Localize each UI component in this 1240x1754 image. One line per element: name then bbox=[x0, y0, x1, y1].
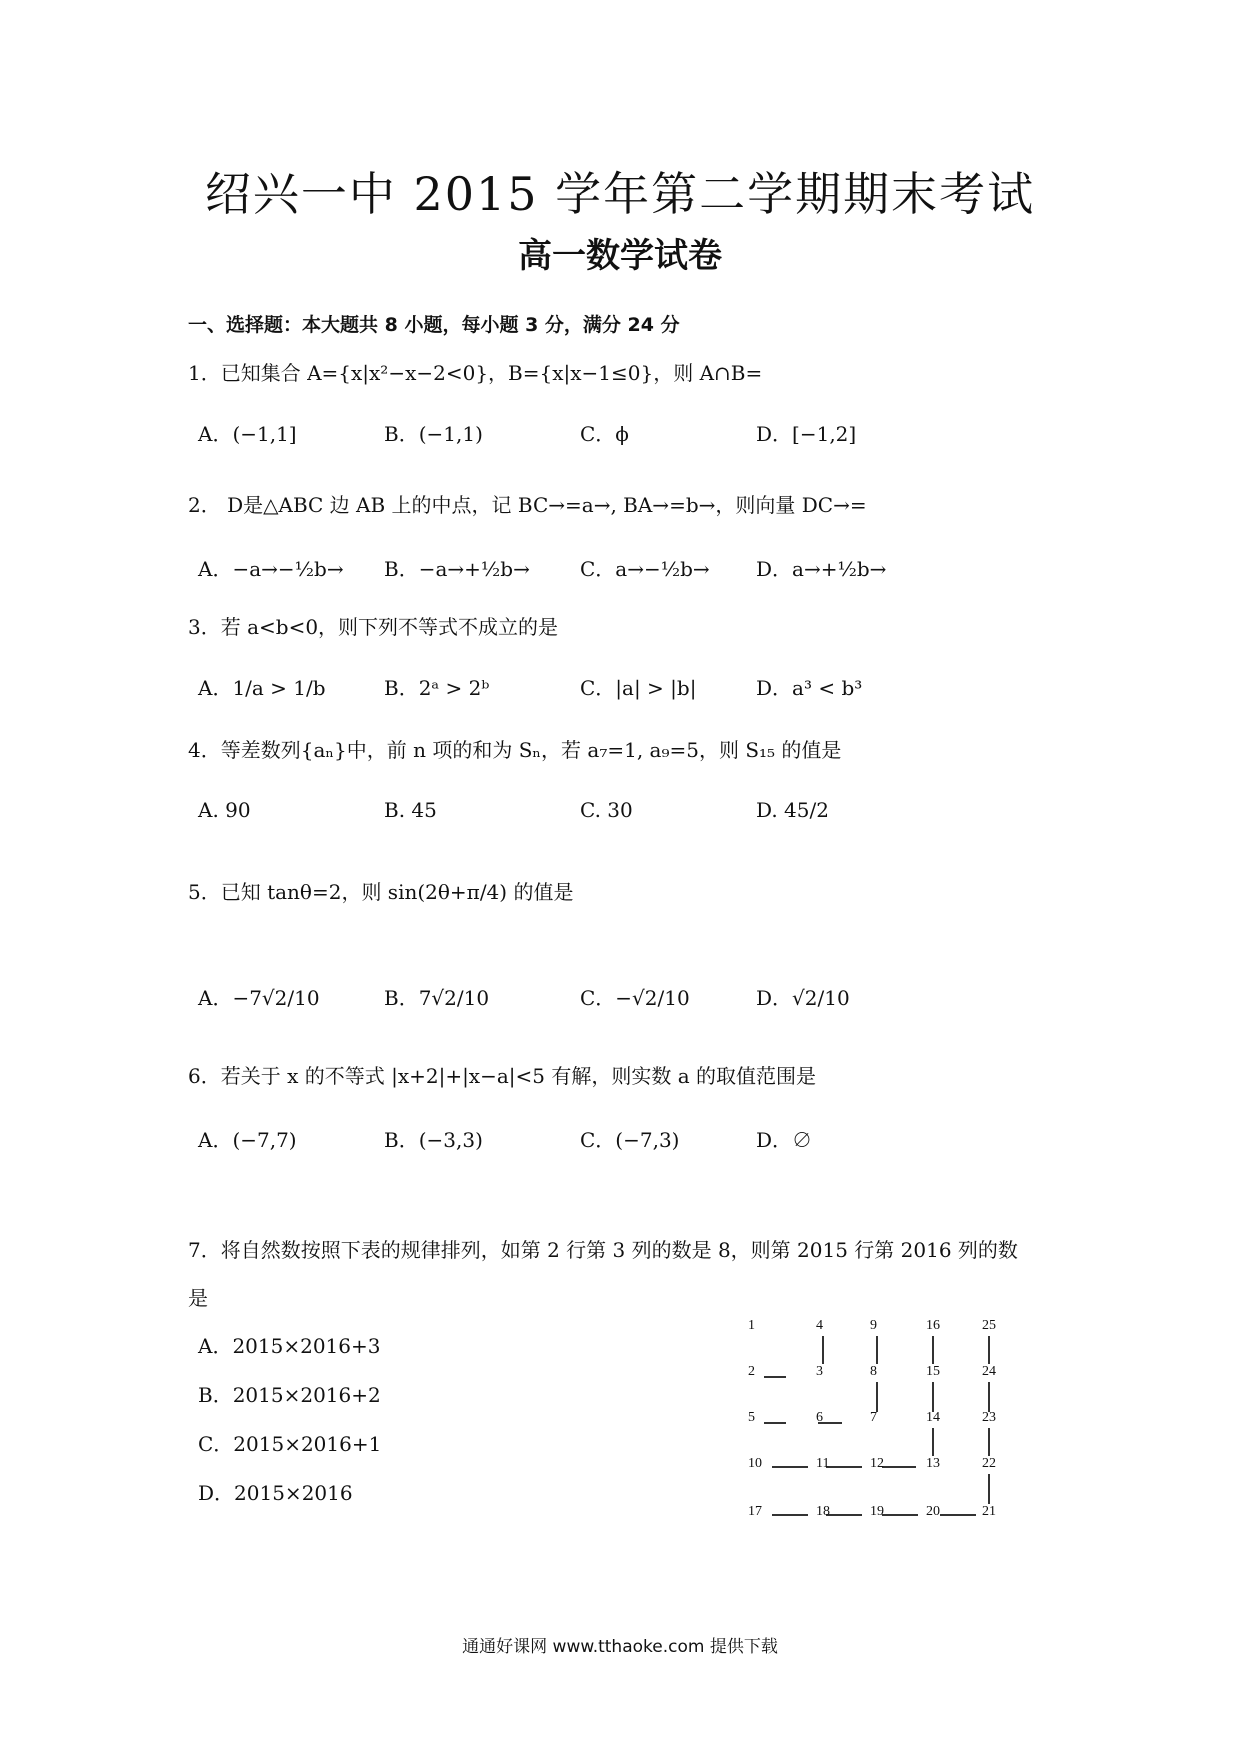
q1-option-c: C．ϕ bbox=[580, 422, 629, 446]
exam-subtitle: 高一数学试卷 bbox=[518, 236, 722, 276]
grid-cell: 16 bbox=[926, 1318, 940, 1333]
question-1-stem: 1．已知集合 A={x|x²−x−2<0}，B={x|x−1≤0}，则 A∩B= bbox=[188, 361, 763, 385]
q4-option-b: B. 45 bbox=[384, 798, 437, 822]
q7-option-a: A．2015×2016+3 bbox=[198, 1334, 381, 1358]
page-footer: 通通好课网 www.tthaoke.com 提供下载 bbox=[462, 1637, 778, 1657]
question-2-stem: 2． D是△ABC 边 AB 上的中点，记 BC→=a→, BA→=b→，则向量 DC→= bbox=[188, 493, 867, 517]
grid-cell: 7 bbox=[870, 1410, 877, 1425]
grid-connector bbox=[826, 1514, 862, 1516]
question-4-stem: 4．等差数列{aₙ}中，前 n 项的和为 Sₙ，若 a₇=1, a₉=5，则 S₁₅ 的值是 bbox=[188, 738, 842, 762]
q2-option-a: A．−a→−½b→ bbox=[198, 557, 344, 581]
question-7-stem-line2: 是 bbox=[188, 1286, 208, 1310]
q3-option-c: C．|a| > |b| bbox=[580, 676, 697, 700]
grid-connector bbox=[988, 1474, 990, 1504]
q5-option-d: D．√2/10 bbox=[756, 986, 850, 1010]
grid-connector bbox=[772, 1514, 808, 1516]
grid-cell: 13 bbox=[926, 1456, 940, 1471]
grid-connector bbox=[882, 1466, 916, 1468]
grid-cell: 21 bbox=[982, 1504, 996, 1519]
grid-cell: 8 bbox=[870, 1364, 877, 1379]
grid-cell: 18 bbox=[816, 1504, 830, 1519]
question-6-stem: 6．若关于 x 的不等式 |x+2|+|x−a|<5 有解，则实数 a 的取值范围是 bbox=[188, 1064, 816, 1088]
grid-cell: 10 bbox=[748, 1456, 762, 1471]
q3-option-a: A．1/a > 1/b bbox=[198, 676, 326, 700]
grid-connector bbox=[932, 1336, 934, 1364]
grid-cell: 1 bbox=[748, 1318, 755, 1333]
grid-connector bbox=[882, 1514, 918, 1516]
number-grid-figure bbox=[748, 1318, 1018, 1518]
grid-cell: 6 bbox=[816, 1410, 823, 1425]
q7-option-b: B．2015×2016+2 bbox=[198, 1383, 381, 1407]
q4-option-a: A. 90 bbox=[198, 798, 251, 822]
grid-cell: 19 bbox=[870, 1504, 884, 1519]
grid-connector bbox=[826, 1466, 862, 1468]
q3-option-d: D．a³ < b³ bbox=[756, 676, 863, 700]
grid-cell: 23 bbox=[982, 1410, 996, 1425]
grid-cell: 11 bbox=[816, 1456, 830, 1471]
grid-cell: 14 bbox=[926, 1410, 940, 1425]
q4-option-c: C. 30 bbox=[580, 798, 633, 822]
grid-connector bbox=[988, 1428, 990, 1456]
q6-option-d: D．∅ bbox=[756, 1128, 813, 1152]
q1-option-a: A．(−1,1] bbox=[198, 422, 297, 446]
q6-option-c: C．(−7,3) bbox=[580, 1128, 680, 1152]
question-5-stem: 5．已知 tanθ=2，则 sin(2θ+π/4) 的值是 bbox=[188, 880, 574, 904]
q5-option-c: C．−√2/10 bbox=[580, 986, 690, 1010]
grid-connector bbox=[876, 1382, 878, 1412]
section-heading: 一、选择题：本大题共 8 小题，每小题 3 分，满分 24 分 bbox=[188, 314, 680, 336]
grid-connector bbox=[932, 1382, 934, 1412]
grid-cell: 20 bbox=[926, 1504, 940, 1519]
question-3-stem: 3．若 a<b<0，则下列不等式不成立的是 bbox=[188, 615, 559, 639]
grid-cell: 25 bbox=[982, 1318, 996, 1333]
grid-connector bbox=[764, 1376, 786, 1378]
q5-option-b: B．7√2/10 bbox=[384, 986, 490, 1010]
grid-cell: 17 bbox=[748, 1504, 762, 1519]
grid-connector bbox=[764, 1422, 786, 1424]
q2-option-b: B．−a→+½b→ bbox=[384, 557, 530, 581]
grid-connector bbox=[988, 1336, 990, 1364]
grid-connector bbox=[772, 1466, 808, 1468]
grid-cell: 5 bbox=[748, 1410, 755, 1425]
q6-option-a: A．(−7,7) bbox=[198, 1128, 297, 1152]
grid-cell: 24 bbox=[982, 1364, 996, 1379]
q7-option-d: D．2015×2016 bbox=[198, 1481, 353, 1505]
q6-option-b: B．(−3,3) bbox=[384, 1128, 483, 1152]
grid-cell: 3 bbox=[816, 1364, 823, 1379]
q7-option-c: C．2015×2016+1 bbox=[198, 1432, 382, 1456]
q5-option-a: A．−7√2/10 bbox=[198, 986, 320, 1010]
grid-cell: 12 bbox=[870, 1456, 884, 1471]
q1-option-d: D．[−1,2] bbox=[756, 422, 857, 446]
q2-option-c: C．a→−½b→ bbox=[580, 557, 710, 581]
q4-option-d: D. 45/2 bbox=[756, 798, 829, 822]
grid-connector bbox=[822, 1336, 824, 1364]
exam-title: 绍兴一中 2015 学年第二学期期末考试 bbox=[204, 167, 1036, 221]
q1-option-b: B．(−1,1) bbox=[384, 422, 483, 446]
grid-cell: 4 bbox=[816, 1318, 823, 1333]
grid-connector bbox=[932, 1428, 934, 1456]
grid-cell: 15 bbox=[926, 1364, 940, 1379]
q2-option-d: D．a→+½b→ bbox=[756, 557, 887, 581]
grid-cell: 2 bbox=[748, 1364, 755, 1379]
grid-connector bbox=[876, 1336, 878, 1364]
q3-option-b: B．2ᵃ > 2ᵇ bbox=[384, 676, 490, 700]
grid-connector bbox=[940, 1514, 976, 1516]
grid-cell: 9 bbox=[870, 1318, 877, 1333]
grid-cell: 22 bbox=[982, 1456, 996, 1471]
grid-connector bbox=[988, 1382, 990, 1412]
question-7-stem-line1: 7．将自然数按照下表的规律排列，如第 2 行第 3 列的数是 8，则第 2015 行第 2016 列的数 bbox=[188, 1238, 1018, 1262]
